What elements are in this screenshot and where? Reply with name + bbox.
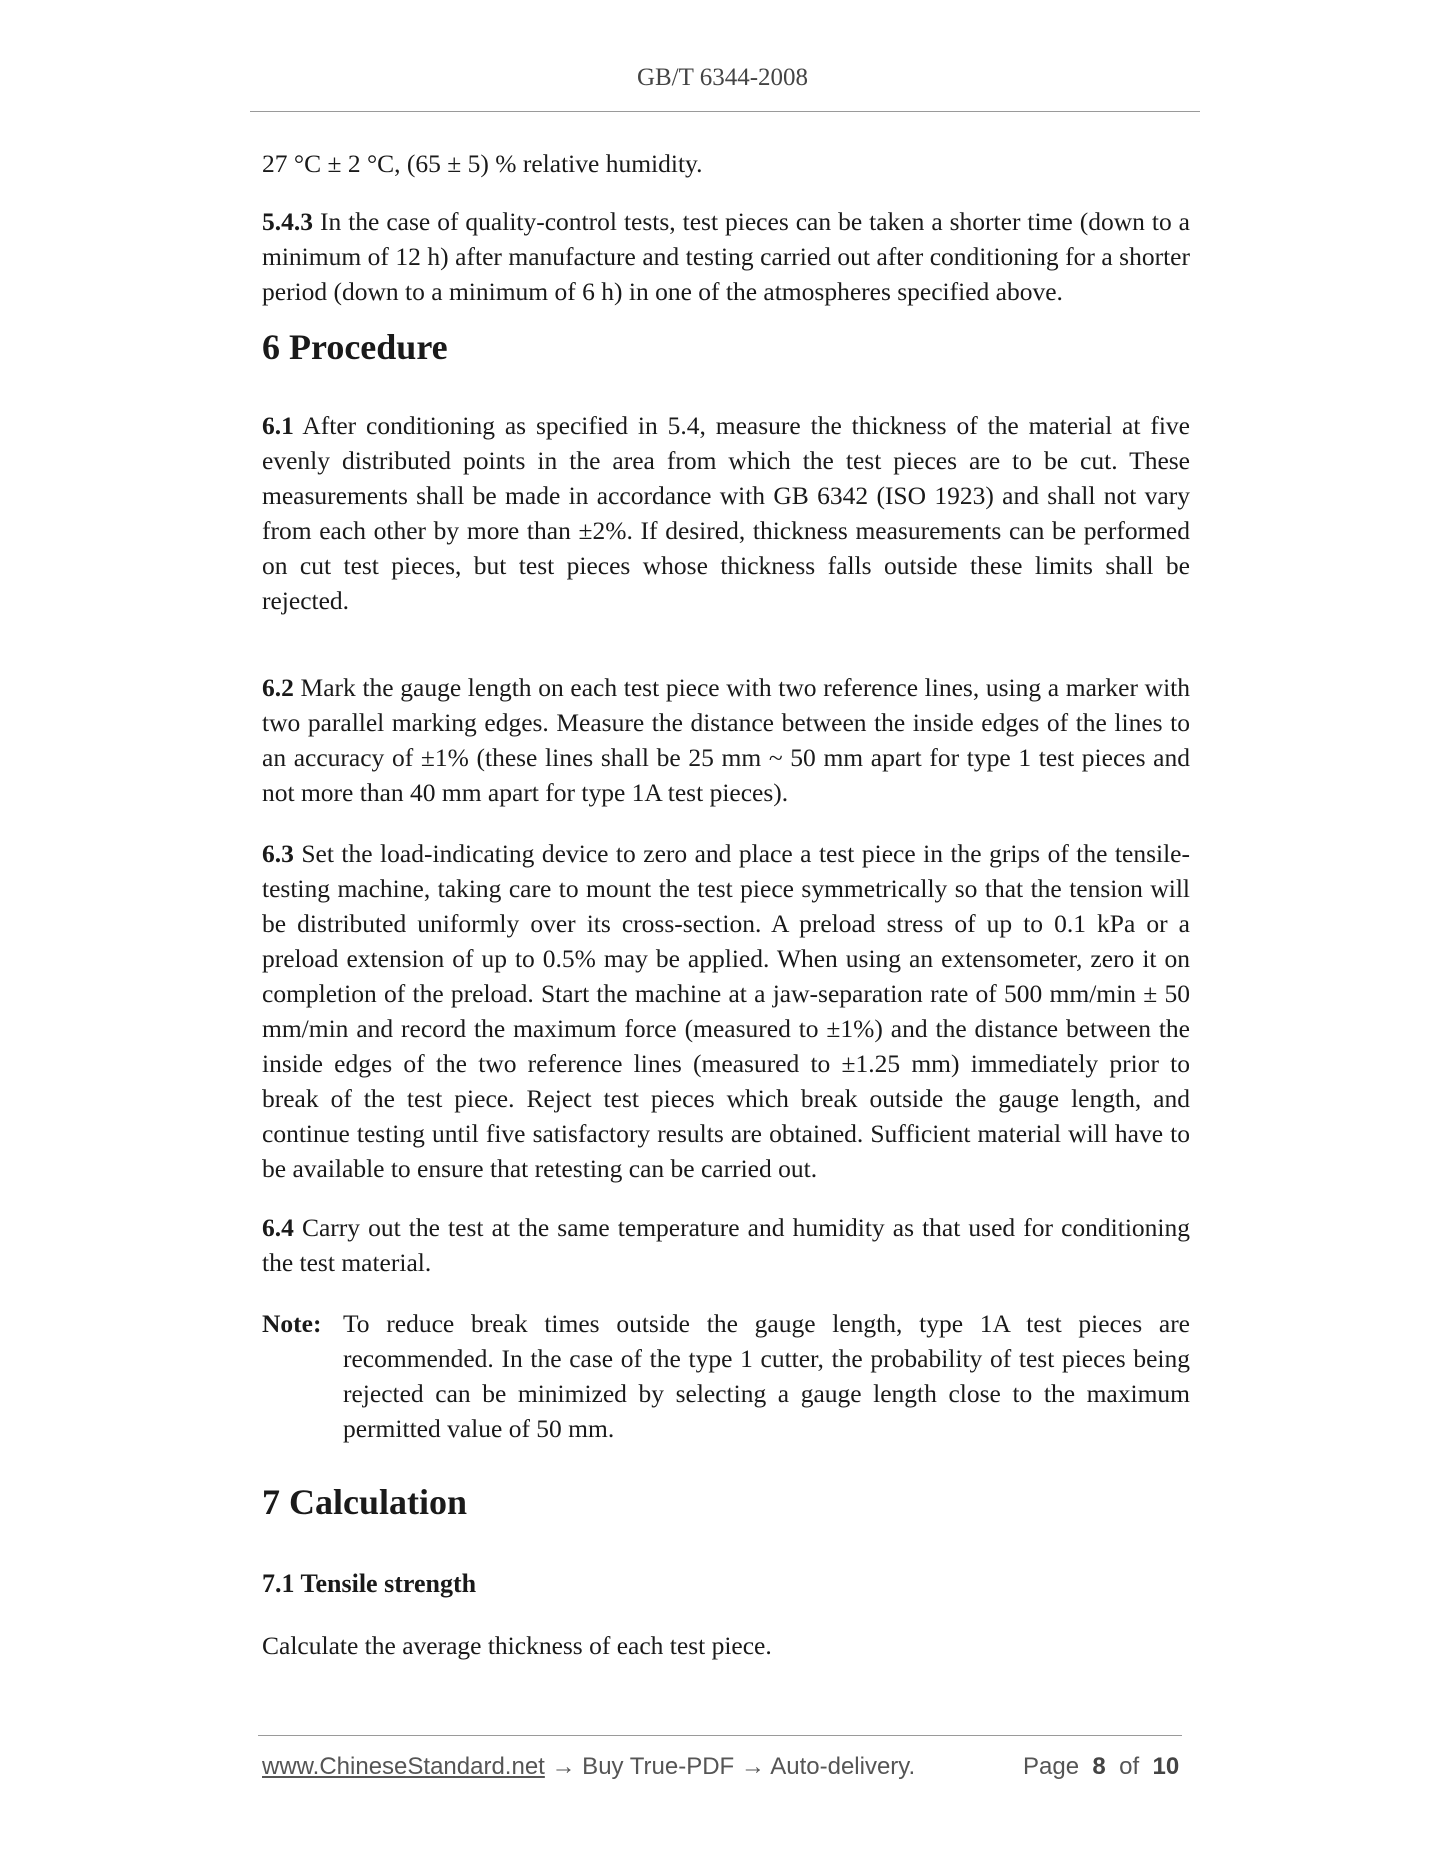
- clause-number: 6.1: [262, 411, 294, 440]
- page-indicator: [1023, 1752, 1179, 1782]
- clause-text: In the case of quality-control tests, test pieces can be taken a shorter time (down to a minimum of 12 h) after manufacture and testing carried out after conditioning for a shorter period (down to a minimum of 6 h) in one of the atmospheres specified above.: [262, 207, 1190, 306]
- clause-text: Mark the gauge length on each test piece with two reference lines, using a marker with two parallel marking edges. Measure the distance between the inside edges of the lines to an accuracy of ±1% (these lines shall be 25 mm ~ 50 mm apart for type 1 test pieces and not more than 40 mm apart for type 1A test pieces).: [262, 673, 1190, 807]
- footer-divider: [258, 1735, 1182, 1736]
- clause-number: 6.4: [262, 1213, 294, 1242]
- clause-number: 6.3: [262, 839, 294, 868]
- page-label: Page: [1023, 1753, 1080, 1780]
- note-text: To reduce break times outside the gauge length, type 1A test pieces are recommended. In the case of the type 1 cutter, the probability of test pieces being rejected can be minimized by selecting a gauge length close to the maximum permitted value of 50 mm.: [343, 1309, 1190, 1443]
- clause-text: After conditioning as specified in 5.4, measure the thickness of the material at five evenly distributed points in the area from which the test pieces are to be cut. These measurements shall be made in accordance with GB 6342 (ISO 1923) and shall not vary from each other by more than ±2%. If desired, thickness measurements can be performed on cut test pieces, but test pieces whose thickness falls outside these limits shall be rejected.: [262, 411, 1190, 615]
- footer-promo: [262, 1752, 915, 1782]
- continued-paragraph: 27 °C ± 2 °C, (65 ± 5) % relative humidity.: [262, 149, 703, 178]
- clause-6-2: [262, 670, 1190, 810]
- clause-6-4: [262, 1210, 1190, 1280]
- page-header: GB/T 6344-2008: [636, 64, 809, 91]
- clause-number: 5.4.3: [262, 207, 313, 236]
- website-link[interactable]: www.ChineseStandard.net: [262, 1753, 545, 1780]
- clause-6-1: [262, 408, 1190, 618]
- clause-5-4-3: [262, 204, 1190, 309]
- page-total: 10: [1152, 1753, 1180, 1780]
- page-current: 8: [1092, 1753, 1106, 1780]
- header-divider: [250, 111, 1200, 112]
- section-heading-calculation: 7 Calculation: [262, 1482, 468, 1522]
- clause-number: 6.2: [262, 673, 294, 702]
- note-label: Note:: [262, 1309, 322, 1338]
- subsection-heading-tensile-strength: 7.1 Tensile strength: [262, 1569, 477, 1598]
- of-label: of: [1119, 1753, 1140, 1780]
- section-heading-procedure: 6 Procedure: [262, 327, 448, 367]
- paragraph-average-thickness: Calculate the average thickness of each test piece.: [262, 1631, 772, 1660]
- clause-text: Set the load-indicating device to zero and place a test piece in the grips of the tensile-testing machine, taking care to mount the test piece symmetrically so that the tension will be distributed uniformly over its cross-section. A preload stress of up to 0.1 kPa or a preload extension of up to 0.5% may be applied. When using an extensometer, zero it on completion of the preload. Start the machine at a jaw-separation rate of 500 mm/min ± 50 mm/min and record the maximum force (measured to ±1%) and the distance between the inside edges of the two reference lines (measured to ±1.25 mm) immediately prior to break of the test piece. Reject test pieces which break outside the gauge length, and continue testing until five satisfactory results are obtained. Sufficient material will have to be available to ensure that retesting can be carried out.: [262, 839, 1190, 1183]
- clause-text: Carry out the test at the same temperature and humidity as that used for conditioning the test material.: [262, 1213, 1190, 1277]
- clause-6-3: [262, 836, 1190, 1186]
- footer-promo-text: → Buy True-PDF → Auto-delivery.: [544, 1753, 916, 1780]
